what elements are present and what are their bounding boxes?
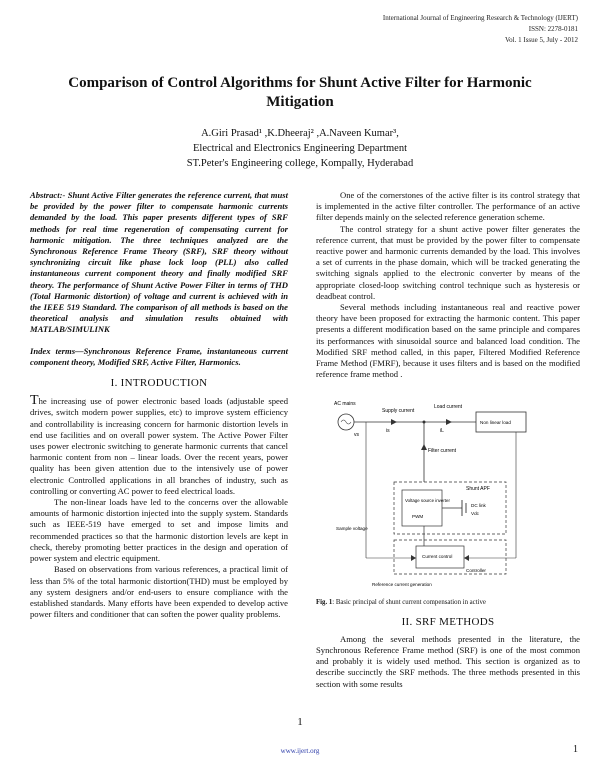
figure-caption-text: : Basic principal of shunt current compensation in active bbox=[332, 598, 486, 606]
label-load-current: Load current bbox=[434, 404, 463, 411]
label-dc-link: DC link bbox=[471, 503, 486, 509]
author-names: A.Giri Prasad¹ ,K.Dheeraj² ,A.Naveen Kumar³, bbox=[201, 128, 399, 139]
author-block bbox=[60, 126, 540, 171]
label-vdc: Vdc bbox=[471, 511, 479, 517]
right-column bbox=[316, 190, 580, 690]
right-paragraph-2: The control strategy for a shunt active power filter generates the reference current, that must be provided by the power filter to compensate reactive power and harmonic currents demanded by the load. This involves a set of currents in the phase domain, which will be tracked generating the switching signals applied to the electronic converter by means of the appropriate closed-loop switching control technique such as hysteresis or deadbeat control. bbox=[316, 223, 580, 301]
left-column bbox=[30, 190, 288, 620]
label-is: is bbox=[386, 428, 390, 435]
section-heading-introduction: I. INTRODUCTION bbox=[110, 377, 208, 390]
label-ref-gen: Reference current generation bbox=[372, 582, 432, 588]
journal-header bbox=[383, 13, 578, 46]
intro-paragraph-1 bbox=[30, 395, 288, 497]
label-current-control: Current control bbox=[422, 554, 453, 560]
label-ac-mains: AC mains bbox=[334, 401, 356, 408]
footer-url[interactable]: www.ijert.org bbox=[280, 747, 320, 755]
label-supply-current: Supply current bbox=[382, 408, 415, 415]
right-paragraph-3: Several methods including instantaneous real and reactive power theory have been proposed for extracting the harmonic content. This paper presents a different modification based on the same principle and compares its performances with sinusoidal source and balanced load condition. The Modified SRF method called, in this paper, Filtered Modified Reference Frame Method (FMRF), because it uses filters and is based on the modified reference frame method . bbox=[316, 302, 580, 380]
figure-caption-label: Fig. 1 bbox=[316, 598, 333, 606]
drop-cap: T bbox=[30, 393, 39, 409]
intro-paragraph-1-text: he increasing use of power electronic based loads (adjustable speed drives, switch modern power supplies, etc) to improve system efficiency and controllability is increasing concern for harmonic distortion levels in end use facilities and on overall power system. The Active Power Filter uses power electronic switching to generate harmonic currents that cancel harmonic content from non – linear loads. Over the recent years, power quality has been given attention due to the intensively use of power electronic Controlled applications in all branches of industry, such as controlling or converting AC power to feed electrical loads. bbox=[30, 396, 288, 496]
figure-caption bbox=[316, 598, 580, 607]
label-nonlinear-load: Non linear load bbox=[480, 420, 511, 426]
author-college: ST.Peter's Engineering college, Kompally, Hyderabad bbox=[186, 158, 414, 169]
label-sensing: Sample voltage bbox=[336, 526, 368, 532]
label-controller: Controller bbox=[466, 568, 486, 574]
figure-shunt-compensation-diagram bbox=[316, 390, 580, 590]
index-terms: Index terms—Synchronous Reference Frame, instantaneous current component theory, Modified SRF, Active Filter, Harmonics. bbox=[30, 345, 288, 367]
label-vsi: Voltage source inverter bbox=[405, 498, 450, 504]
journal-issn: ISSN: 2278-0181 bbox=[528, 25, 578, 33]
inverter-box bbox=[402, 490, 442, 526]
abstract: Abstract:- Shunt Active Filter generates the reference current, that must be provided by the power filter to compensate harmonic currents demanded by the load. This paper presents different types of SRF methods for real time regeneration of compensating current for harmonic mitigation. The three techniques analyzed are the Synchronous Reference Frame Theory (SRF), SRF theory without synchronizing circuit like phase lock loop (PLL) also called instantaneous current component theory and finally modified SRF theory. The performance of Shunt Active Power Filter in terms of THD (Total Harmonic distortion) of voltage and current is achieved with in the IEEE 519 Standard. The comparison of all methods is based on the theoretical analysis and simulation results obtained with MATLAB/SIMULINK bbox=[30, 190, 288, 335]
right-paragraph-1: One of the cornerstones of the active filter is its control strategy that is implemented in the active filter controller. The performance of an active filter depends mainly on the selected reference generation scheme. bbox=[316, 190, 580, 223]
journal-volume: Vol. 1 Issue 5, July - 2012 bbox=[505, 36, 578, 44]
page-number-right: 1 bbox=[573, 744, 578, 755]
label-filter-current: Filter current bbox=[428, 448, 457, 455]
intro-paragraph-2: The non-linear loads have led to the concerns over the allowable amounts of harmonic distortion injected into the supply system. Standards such as IEEE-519 have emerged to set and impose limits and recommended practices so that the harmonic distortion levels are kept in check, thereby promoting better practices in the design and operation of power system and electric equipment. bbox=[30, 497, 288, 564]
section-heading-srf: II. SRF METHODS bbox=[401, 615, 495, 628]
intro-paragraph-3: Based on observations from various references, a practical limit of less than 5% of the total harmonic distortion(THD) must be employed by any system designers and/or end-users to ensure compliance with the established standards. Many efforts have been expended to develop active power filters and conditioner that can soften the power quality problems. bbox=[30, 564, 288, 620]
page-number-center: 1 bbox=[297, 716, 303, 728]
label-shunt-apf: Shunt APF bbox=[466, 486, 490, 493]
journal-name: International Journal of Engineering Research & Technology (IJERT) bbox=[382, 14, 578, 22]
label-pwm: PWM bbox=[412, 514, 424, 520]
right-paragraph-4: Among the several methods presented in the literature, the Synchronous Reference Frame method (SRF) is one of the most common and probably it is widely used method. This section is organized as to describe succinctly the SRF methods. The three methods presented in this section with some results bbox=[316, 633, 580, 689]
paper-title: Comparison of Control Algorithms for Shunt Active Filter for Harmonic Mitigation bbox=[68, 75, 532, 110]
label-il: iL bbox=[440, 428, 444, 435]
author-department: Electrical and Electronics Engineering Department bbox=[193, 143, 407, 154]
label-vs: vs bbox=[354, 432, 359, 439]
